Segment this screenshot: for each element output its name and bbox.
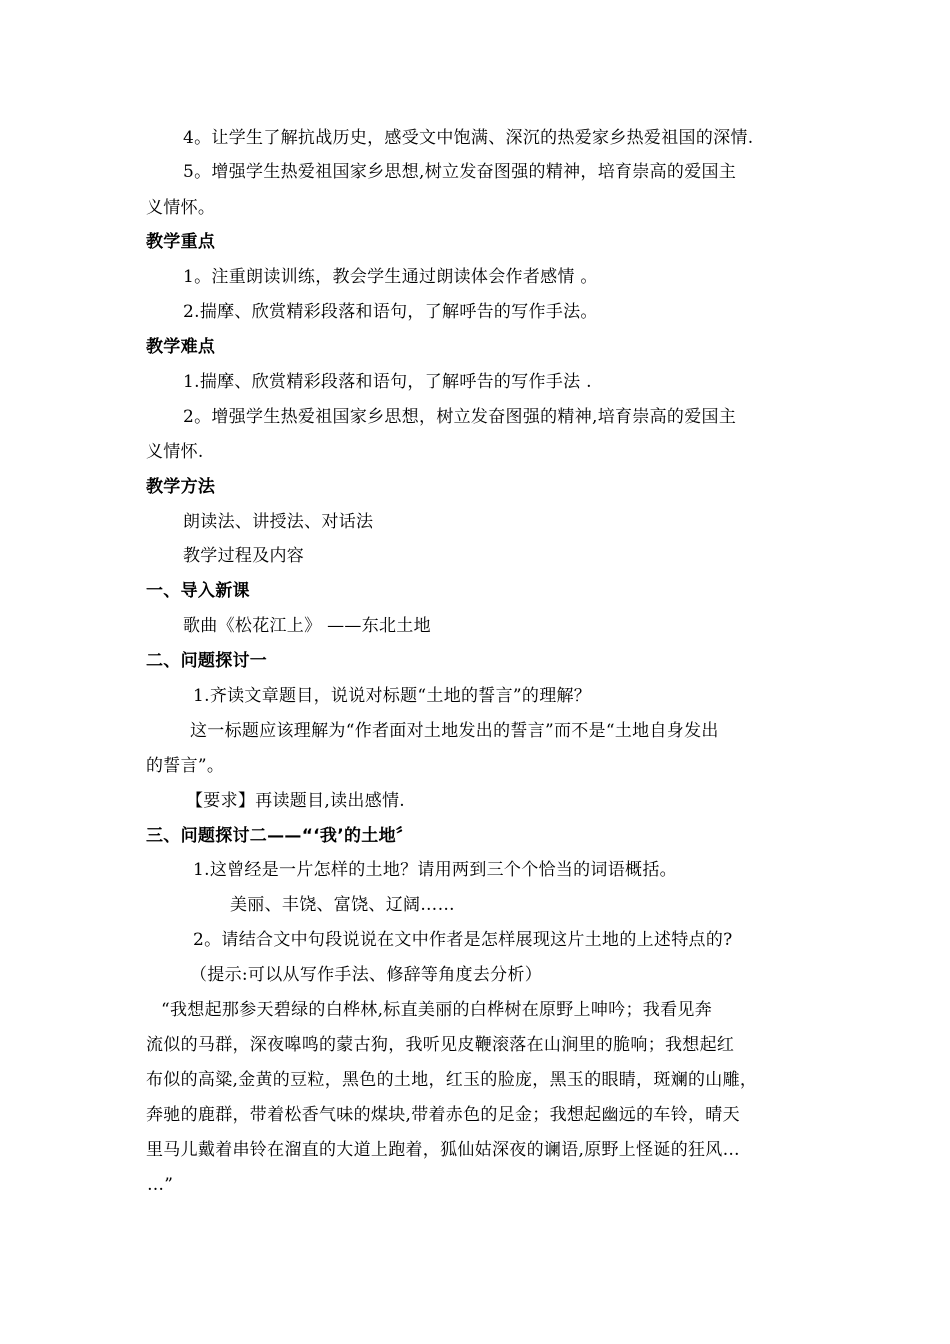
quote-line-3: 布似的高粱,金黄的豆粒，黑色的土地，红玉的脸庞，黑玉的眼睛，斑斓的山雕，: [146, 1070, 758, 1090]
difficulty-item-2-line1: 2。增强学生热爱祖国家乡思想，树立发奋图强的精神,培育崇高的爱国主: [183, 407, 737, 427]
heading-question-2: 三、问题探讨二——“‘我’的土地〞: [146, 826, 414, 846]
method-list: 朗读法、讲授法、对话法: [183, 512, 374, 532]
question-2-hint: （提示:可以从写作手法、修辞等角度去分析）: [190, 965, 543, 985]
quote-line-5: 里马儿戴着串铃在溜直的大道上跑着，狐仙姑深夜的谰语,原野上怪诞的狂风…: [146, 1140, 740, 1160]
quote-line-6: …”: [147, 1175, 174, 1195]
difficulty-item-1: 1.揣摩、欣赏精彩段落和语句，了解呼告的写作手法 .: [183, 372, 592, 392]
process-label: 教学过程及内容: [183, 546, 305, 566]
objective-5-line2: 义情怀。: [146, 198, 216, 218]
quote-line-1: “我想起那参天碧绿的白桦林,标直美丽的白桦树在原野上呻吟；我看见奔: [161, 1000, 712, 1020]
question-1-answer-line1: 这一标题应该理解为“作者面对土地发出的誓言”而不是“土地自身发出: [190, 721, 719, 741]
heading-intro: 一、导入新课: [146, 581, 250, 601]
focus-item-2: 2.揣摩、欣赏精彩段落和语句，了解呼告的写作手法。: [183, 302, 598, 322]
question-1-requirement: 【要求】再读题目,读出感情.: [186, 791, 406, 811]
heading-question-1: 二、问题探讨一: [146, 651, 268, 671]
heading-teaching-focus: 教学重点: [146, 232, 216, 252]
question-1-answer-line2: 的誓言”。: [146, 756, 225, 776]
objective-5-line1: 5。增强学生热爱祖国家乡思想,树立发奋图强的精神，培育崇高的爱国主: [183, 162, 737, 182]
question-2-item-1-answer: 美丽、丰饶、富饶、辽阔……: [230, 895, 455, 915]
heading-teaching-difficulty: 教学难点: [146, 337, 216, 357]
difficulty-item-2-line2: 义情怀.: [146, 442, 204, 462]
quote-line-4: 奔驰的鹿群，带着松香气味的煤块,带着赤色的足金；我想起幽远的车铃，晴天: [146, 1105, 740, 1125]
heading-teaching-method: 教学方法: [146, 477, 216, 497]
question-1-item: 1.齐读文章题目，说说对标题“土地的誓言”的理解？: [193, 686, 592, 706]
question-2-item-2: 2。请结合文中句段说说在文中作者是怎样展现这片土地的上述特点的?: [193, 930, 733, 950]
quote-line-2: 流似的马群，深夜嗥鸣的蒙古狗，我听见皮鞭滚落在山涧里的脆响；我想起红: [146, 1035, 735, 1055]
intro-song: 歌曲《松花江上》 ——东北土地: [183, 616, 431, 636]
objective-4: 4。让学生了解抗战历史，感受文中饱满、深沉的热爱家乡热爱祖国的深情.: [183, 128, 754, 148]
question-2-item-1: 1.这曾经是一片怎样的土地？请用两到三个个恰当的词语概括。: [193, 860, 677, 880]
focus-item-1: 1。注重朗读训练，教会学生通过朗读体会作者感情 。: [183, 267, 598, 287]
